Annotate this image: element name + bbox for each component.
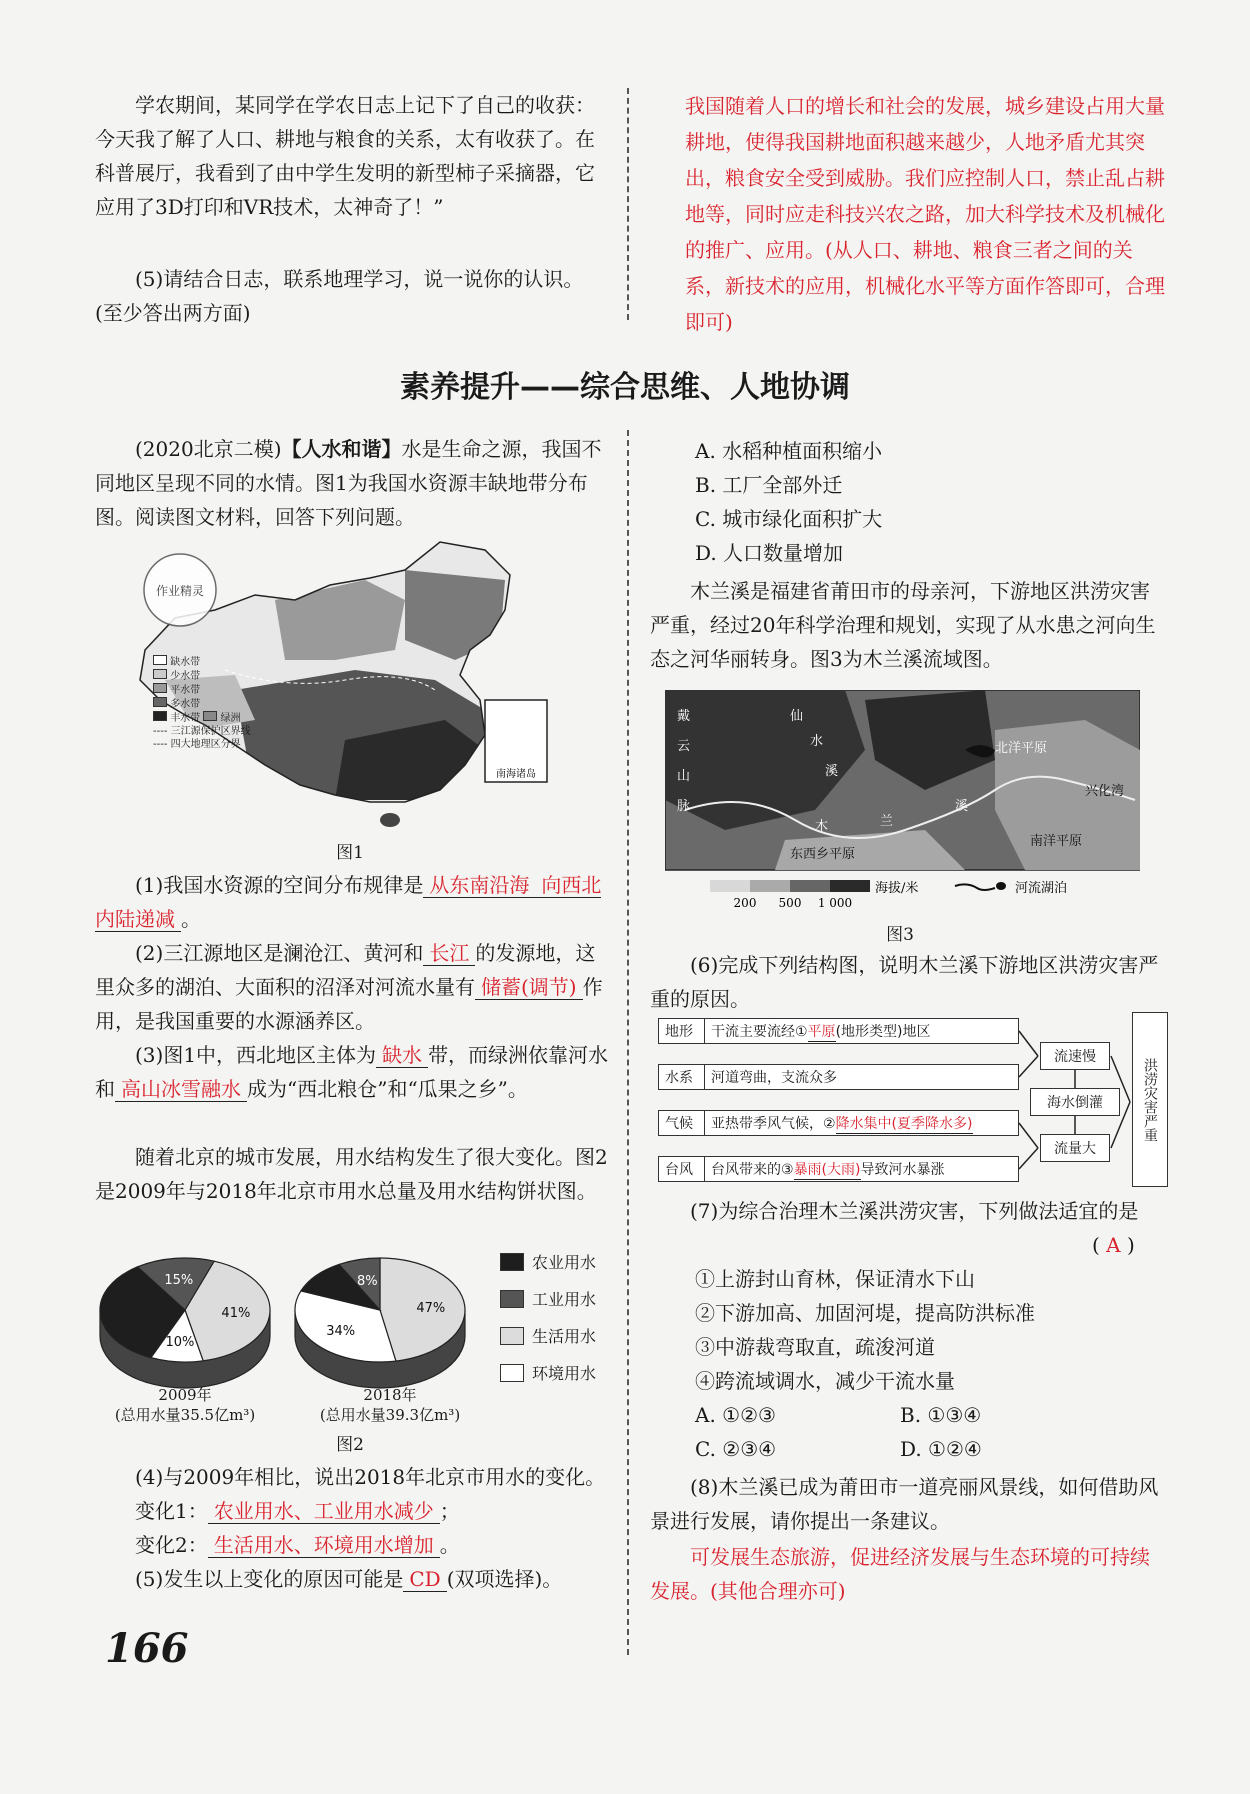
answer-4b: 生活用水、环境用水增加 [208,1533,440,1558]
mulanxi-paragraph: 木兰溪是福建省莆田市的母亲河，下游地区洪涝灾害严重，经过20年科学治理和规划，实现了从水患之河向生态之河华丽转身。图3为木兰溪流域图。 [650,579,1156,671]
flow-row-typhoon: 台风带来的③ 暴雨(大雨) 导致河水暴涨 [704,1156,1019,1182]
intro-tag: 【人水和谐】 [281,437,402,461]
option-d: D. 人口数量增加 [695,541,844,565]
svg-text:200: 200 [733,896,757,910]
figure-1-caption: 图1 [336,843,364,863]
answer-1b: 向西北内陆递减 [95,873,602,931]
svg-text:溪: 溪 [955,799,969,814]
pie-2018年 [295,1258,465,1388]
flow-result: 洪涝灾害严重 [1132,1012,1168,1187]
page-number: 166 [105,1625,189,1672]
log-paragraph: 学农期间，某同学在学农日志上记下了自己的收获：今天我了解了人口、耕地与粮食的关系，太有收获了。在科普展厅，我看到了由中学生发明的新型柿子采摘器，它应用了3D打印和VR技术，太神奇了！” [95,93,595,219]
question-4: (4)与2009年相比，说出2018年北京市用水的变化。 [135,1465,606,1489]
answer-8: 可发展生态旅游，促进经济发展与生态环境的可持续发展。(其他合理亦可) [650,1545,1150,1603]
flow-row-rivers: 河道弯曲，支流众多 [704,1064,1019,1090]
change-1: 变化1： 农业用水、工业用水减少 ； [135,1499,460,1523]
pie-2018-label: 2018年 (总用水量39.3亿m³) [319,1386,461,1424]
answer-1a: 从东南沿海 [423,873,535,898]
flow-key-terrain: 地形 [658,1018,708,1044]
pie-label: 34% [326,1323,356,1339]
svg-text:云: 云 [677,739,691,754]
answer-4a: 农业用水、工业用水减少 [208,1499,440,1524]
flow-mid-volume: 流量大 [1040,1134,1110,1162]
option-b: B. 工厂全部外迁 [695,473,843,497]
question-2: (2)三江源地区是澜沧江、黄河和 长江 的发源地，这里众多的湖泊、大面积的沼泽对河流水量有 储蓄(调节) 作用，是我国重要的水源涵养区。 [95,941,603,1033]
question-5: (5)发生以上变化的原因可能是 CD (双项选择)。 [135,1567,563,1591]
pie-2009-label: 2009年 (总用水量35.5亿m³) [114,1386,256,1424]
flow-mid-backflow: 海水倒灌 [1030,1088,1120,1116]
legend-item: 少水带 [153,669,251,683]
answer-paragraph: 我国随着人口的增长和社会的发展，城乡建设占用大量耕地，使得我国耕地面积越来越少，人地矛盾尤其突出，粮食安全受到威胁。我们应控制人口，禁止乱占耕地等，同时应走科技兴农之路，加大科学技术及机械化的推广、应用。(从人口、耕地、粮食三者之间的关系，新技术的应用，机械化水平等方面作答即可，合理即可) [685,94,1165,334]
q7-item: ③中游裁弯取直，疏浚河道 [695,1335,935,1359]
q7-item: ②下游加高、加固河堤，提高防洪标准 [695,1301,1035,1325]
figure-2-caption: 图2 [336,1435,364,1455]
question-1: (1)我国水资源的空间分布规律是 从东南沿海 向西北内陆递减 。 [95,873,602,931]
q7-choices [695,1398,1165,1466]
flow-row-climate: 亚热带季风气候，② 降水集中(夏季降水多) [704,1110,1019,1136]
svg-text:1 000: 1 000 [817,896,853,910]
legend-item: 多水带 [153,697,251,711]
svg-text:海拔/米: 海拔/米 [875,881,919,896]
question-7: (7)为综合治理木兰溪洪涝灾害，下列做法适宜的是 [690,1199,1139,1223]
intro-text: 水是生命之源，我国不同地区呈现不同的水情。图1为我国水资源丰缺地带分布图。阅读图文材料，回答下列问题。 [95,437,602,529]
pie-label: 10% [165,1335,195,1351]
flow-key-typhoon: 台风 [658,1156,708,1182]
svg-text:溪: 溪 [825,764,839,779]
map-legend [153,655,251,751]
change-2: 变化2： 生活用水、环境用水增加 。 [135,1533,460,1557]
question-7-answer: ( A ) [1092,1233,1135,1257]
legend-environment: 环境用水 [500,1361,596,1384]
answer-6-2: 降水集中(夏季降水多) [836,1113,973,1134]
svg-text:仙: 仙 [790,709,804,724]
legend-domestic: 生活用水 [500,1324,596,1347]
q7-item: ④跨流域调水，减少干流水量 [695,1369,955,1393]
answer-2b: 储蓄(调节) [475,975,583,1000]
pie-legend [500,1250,596,1398]
svg-text:东西乡平原: 东西乡平原 [790,847,856,862]
flow-key-climate: 气候 [658,1110,708,1136]
svg-text:南洋平原: 南洋平原 [1030,834,1083,849]
mulanxi-basin-map [665,690,1140,910]
flow-mid-slow: 流速慢 [1040,1042,1110,1070]
column-divider-top [627,88,629,320]
question-5-top: (5)请结合日志，联系地理学习，说一说你的认识。(至少答出两方面) [95,267,584,325]
intro-paragraph [95,432,610,534]
answer-3a: 缺水 [376,1043,428,1068]
svg-text:500: 500 [778,896,802,910]
column-divider [627,430,629,1655]
inset-label: 南海诸岛 [496,769,536,780]
svg-text:木: 木 [815,819,829,834]
pie-2009年 [100,1258,270,1388]
legend-item: ---- 四大地理区分界 [153,739,241,750]
figure-3-caption: 图3 [886,925,914,945]
flow-arrows [1018,1012,1138,1192]
beijing-paragraph: 随着北京的城市发展，用水结构发生了很大变化。图2是2009年与2018年北京市用水总量及用水结构饼状图。 [95,1145,608,1203]
choice-b: B. ①③④ [900,1403,982,1427]
pie-label: 8% [357,1273,378,1289]
q7-item: ①上游封山育林，保证清水下山 [695,1267,975,1291]
intro-source: (2020北京二模) [135,437,282,461]
choice-d: D. ①②④ [900,1437,982,1461]
flow-row-terrain: 干流主要流经① 平原 (地形类型)地区 [704,1018,1019,1044]
svg-text:戴: 戴 [677,709,691,724]
choice-a: A. ①②③ [695,1403,776,1427]
question-3: (3)图1中，西北地区主体为 缺水 带，而绿洲依靠河水和 高山冰雪融水 成为“西北粮仓”和“瓜果之乡”。 [95,1043,609,1101]
question-6: (6)完成下列结构图，说明木兰溪下游地区洪涝灾害严重的原因。 [650,953,1159,1011]
answer-6-1: 平原 [808,1021,836,1042]
svg-text:山: 山 [677,769,691,784]
watermark-badge: 作业精灵 [155,584,205,598]
water-resources-map [105,540,585,835]
pie-label: 41% [221,1306,251,1322]
answer-6-3: 暴雨(大雨) [794,1159,861,1180]
flow-key-rivers: 水系 [658,1064,708,1090]
svg-text:兰: 兰 [880,814,894,829]
svg-text:兴化湾: 兴化湾 [1085,784,1125,799]
option-c: C. 城市绿化面积扩大 [695,507,883,531]
pie-label: 47% [416,1301,446,1317]
section-title: 素养提升——综合思维、人地协调 [400,370,850,405]
answer-2a: 长江 [423,941,475,966]
legend-agriculture: 农业用水 [500,1250,596,1273]
legend-item: ---- 三江源保护区界线 [153,726,251,737]
pie-label: 15% [164,1273,194,1289]
legend-item: 丰水带 绿洲 [153,711,251,725]
svg-text:水: 水 [810,734,824,749]
answer-3b: 高山冰雪融水 [115,1077,247,1102]
q7-items [695,1262,1165,1398]
answer-5: CD [403,1567,446,1592]
question-8: (8)木兰溪已成为莆田市一道亮丽风景线，如何借助风景进行发展，请你提出一条建议。 [650,1475,1159,1533]
choice-c: C. ②③④ [695,1437,777,1461]
option-a: A. 水稻种植面积缩小 [695,439,883,463]
svg-text:脉: 脉 [677,799,691,814]
options-q5 [695,434,1165,570]
legend-item: 平水带 [153,683,251,697]
legend-item: 缺水带 [153,655,251,669]
svg-text:河流湖泊: 河流湖泊 [1015,881,1068,896]
legend-industry: 工业用水 [500,1287,596,1310]
svg-text:北洋平原: 北洋平原 [995,741,1048,756]
